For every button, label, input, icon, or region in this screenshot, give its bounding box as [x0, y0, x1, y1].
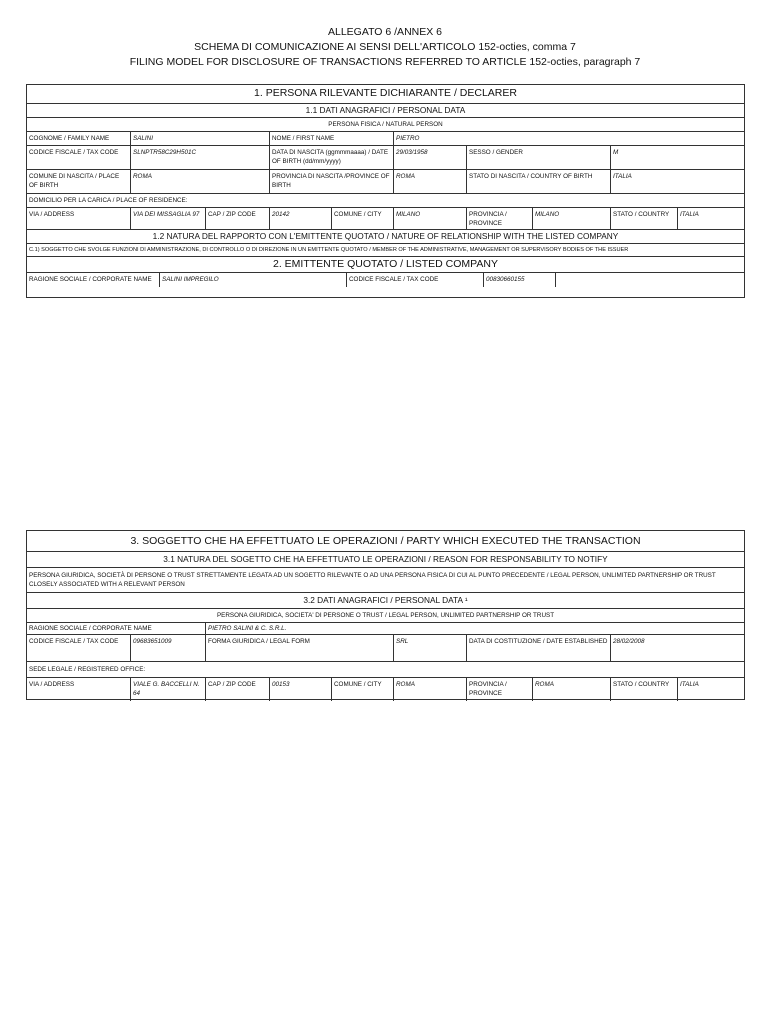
first-name-label: NOME / FIRST NAME — [269, 132, 393, 145]
personal-data-3-row — [27, 592, 744, 608]
relationship-heading-row — [27, 229, 744, 243]
personal-data-3-heading: 3.2 DATI ANAGRAFICI / PERSONAL DATA ¹ — [303, 595, 468, 605]
issuer-tax-code-label: CODICE FISCALE / TAX CODE — [346, 273, 483, 287]
party-country-value: ITALIA — [677, 678, 746, 701]
birthplace-label: COMUNE DI NASCITA / PLACE OF BIRTH — [29, 173, 120, 189]
relationship-row — [27, 243, 744, 256]
relationship-text: C.1) SOGGETTO CHE SVOLGE FUNZIONI DI AMMINISTRAZIONE, DI CONTROLLO O DI DIREZIONE IN UN EMITTENTE QUOTATO / MEMBER OF THE ADMINISTRATIVE, MANAGEMENT OR SUPERVISORY BODIES OF THE ISSUER — [29, 247, 629, 253]
established-value: 28/02/2008 — [610, 635, 746, 661]
section1-title-row — [27, 85, 744, 103]
birth-date-label: DATA DI NASCITA (ggmmmaaaa) / DATE OF BIRTH (dd/mm/yyyy) — [269, 146, 393, 169]
corporate-name-label: RAGIONE SOCIALE / CORPORATE NAME — [29, 276, 152, 283]
birth-country-value: ITALIA — [610, 170, 746, 193]
birthplace-value: ROMA — [130, 170, 269, 193]
party-province-label: PROVINCIA / PROVINCE — [466, 678, 532, 701]
country-value: ITALIA — [677, 208, 746, 229]
listed-company-row — [27, 272, 744, 299]
annex-title: ALLEGATO 6 /ANNEX 6 — [328, 26, 442, 38]
name-row — [27, 131, 744, 145]
gender-label: SESSO / GENDER — [466, 146, 610, 169]
party-tax-code-label: CODICE FISCALE / TAX CODE — [29, 638, 119, 645]
birth-country-label: STATO DI NASCITA / COUNTRY OF BIRTH — [466, 170, 610, 193]
birth-province-value: ROMA — [393, 170, 466, 193]
schema-title: SCHEMA DI COMUNICAZIONE AI SENSI DELL'ARTICOLO 152-octies, comma 7 — [194, 41, 576, 53]
party-tax-code-value: 09683651009 — [130, 635, 205, 661]
party-address-value: VIALE G. BACCELLI N. 64 — [130, 678, 205, 701]
family-name-value: SALINI — [130, 132, 269, 145]
tax-code-label: CODICE FISCALE / TAX CODE — [29, 149, 119, 156]
party-address-row — [27, 677, 744, 701]
issuer-tax-code-value: 00830660155 — [483, 273, 556, 287]
party-zip-value: 00153 — [269, 678, 331, 701]
declarer-section — [26, 84, 745, 298]
reason-heading-row — [27, 551, 744, 567]
party-address-label: VIA / ADDRESS — [29, 681, 75, 688]
corporate-name-value: SALINI IMPREGILO — [159, 273, 346, 287]
party-tax-row — [27, 634, 744, 661]
address-label: VIA / ADDRESS — [29, 211, 75, 218]
party-city-value: ROMA — [393, 678, 466, 701]
reason-row — [27, 567, 744, 592]
gender-value: M — [610, 146, 746, 169]
birth-province-label: PROVINCIA DI NASCITA /PROVINCE OF BIRTH — [269, 170, 393, 193]
tax-code-value: SLNPTR58C29H501C — [130, 146, 269, 169]
established-label: DATA DI COSTITUZIONE / DATE ESTABLISHED — [466, 635, 610, 661]
relationship-heading: 1.2 NATURA DEL RAPPORTO CON L'EMITTENTE QUOTATO / NATURE OF RELATIONSHIP WITH THE LISTED COMPANY — [152, 231, 619, 241]
party-name-row — [27, 622, 744, 634]
legal-form-label: FORMA GIURIDICA / LEGAL FORM — [205, 635, 393, 661]
legal-person-row — [27, 608, 744, 622]
reason-text: PERSONA GIURIDICA, SOCIETÀ DI PERSONE O TRUST STRETTAMENTE LEGATA AD UN SOGETTO RILEVANTE O AD UNA PERSONA FISICA DI CUI AL PUNTO PRECEDENTE / LEGAL PERSON, UNLIMITED PARTNERSHIP OR TRUST CLOSELY ASSOCIATED WITH A RELEVANT PERSON — [29, 572, 716, 588]
city-value: MILANO — [393, 208, 466, 229]
address-value: VIA DEI MISSAGLIA 97 — [130, 208, 205, 229]
section3-title: 3. SOGGETTO CHE HA EFFETTUATO LE OPERAZIONI / PARTY WHICH EXECUTED THE TRANSACTION — [130, 535, 641, 547]
residence-heading-row — [27, 193, 744, 207]
section1-title: 1. PERSONA RILEVANTE DICHIARANTE / DECLARER — [254, 87, 517, 99]
residence-heading: DOMICILIO PER LA CARICA / PLACE OF RESIDENCE: — [29, 197, 188, 204]
province-label: PROVINCIA / PROVINCE — [466, 208, 532, 229]
section2-title: 2. EMITTENTE QUOTATO / LISTED COMPANY — [273, 258, 498, 270]
zip-label: CAP / ZIP CODE — [205, 208, 269, 229]
legal-person-label: PERSONA GIURIDICA, SOCIETA' DI PERSONE O TRUST / LEGAL PERSON, UNLIMITED PARTNERSHIP OR TRUST — [216, 612, 555, 619]
birthplace-row — [27, 169, 744, 193]
natural-person-label: PERSONA FISICA / NATURAL PERSON — [328, 121, 443, 128]
party-corporate-name-value: PIETRO SALINI & C. S.R.L. — [205, 623, 746, 634]
party-corporate-name-label: RAGIONE SOCIALE / CORPORATE NAME — [29, 625, 152, 632]
tax-code-row — [27, 145, 744, 169]
section3-title-row — [27, 531, 744, 551]
province-value: MILANO — [532, 208, 610, 229]
zip-value: 20142 — [269, 208, 331, 229]
registered-office-heading: SEDE LEGALE / REGISTERED OFFICE: — [29, 666, 146, 673]
party-city-label: COMUNE / CITY — [331, 678, 393, 701]
party-province-value: ROMA — [532, 678, 610, 701]
city-label: COMUNE / CITY — [331, 208, 393, 229]
filing-model-title: FILING MODEL FOR DISCLOSURE OF TRANSACTIONS REFERRED TO ARTICLE 152-octies, paragraph 7 — [129, 56, 641, 68]
reason-heading: 3.1 NATURA DEL SOGETTO CHE HA EFFETTUATO LE OPERAZIONI / REASON FOR RESPONSABILITY TO NOTIFY — [163, 554, 608, 564]
residence-row — [27, 207, 744, 229]
legal-form-value: SRL — [393, 635, 466, 661]
party-zip-label: CAP / ZIP CODE — [205, 678, 269, 701]
natural-person-row — [27, 117, 744, 131]
birth-date-value: 29/03/1958 — [393, 146, 466, 169]
personal-data-row — [27, 103, 744, 117]
party-country-label: STATO / COUNTRY — [610, 678, 677, 701]
section2-title-row — [27, 256, 744, 272]
family-name-label: COGNOME / FAMILY NAME — [29, 135, 110, 142]
personal-data-heading: 1.1 DATI ANAGRAFICI / PERSONAL DATA — [305, 105, 466, 115]
executing-party-section — [26, 530, 745, 700]
first-name-value: PIETRO — [393, 132, 746, 145]
registered-office-row — [27, 661, 744, 677]
country-label: STATO / COUNTRY — [610, 208, 677, 229]
